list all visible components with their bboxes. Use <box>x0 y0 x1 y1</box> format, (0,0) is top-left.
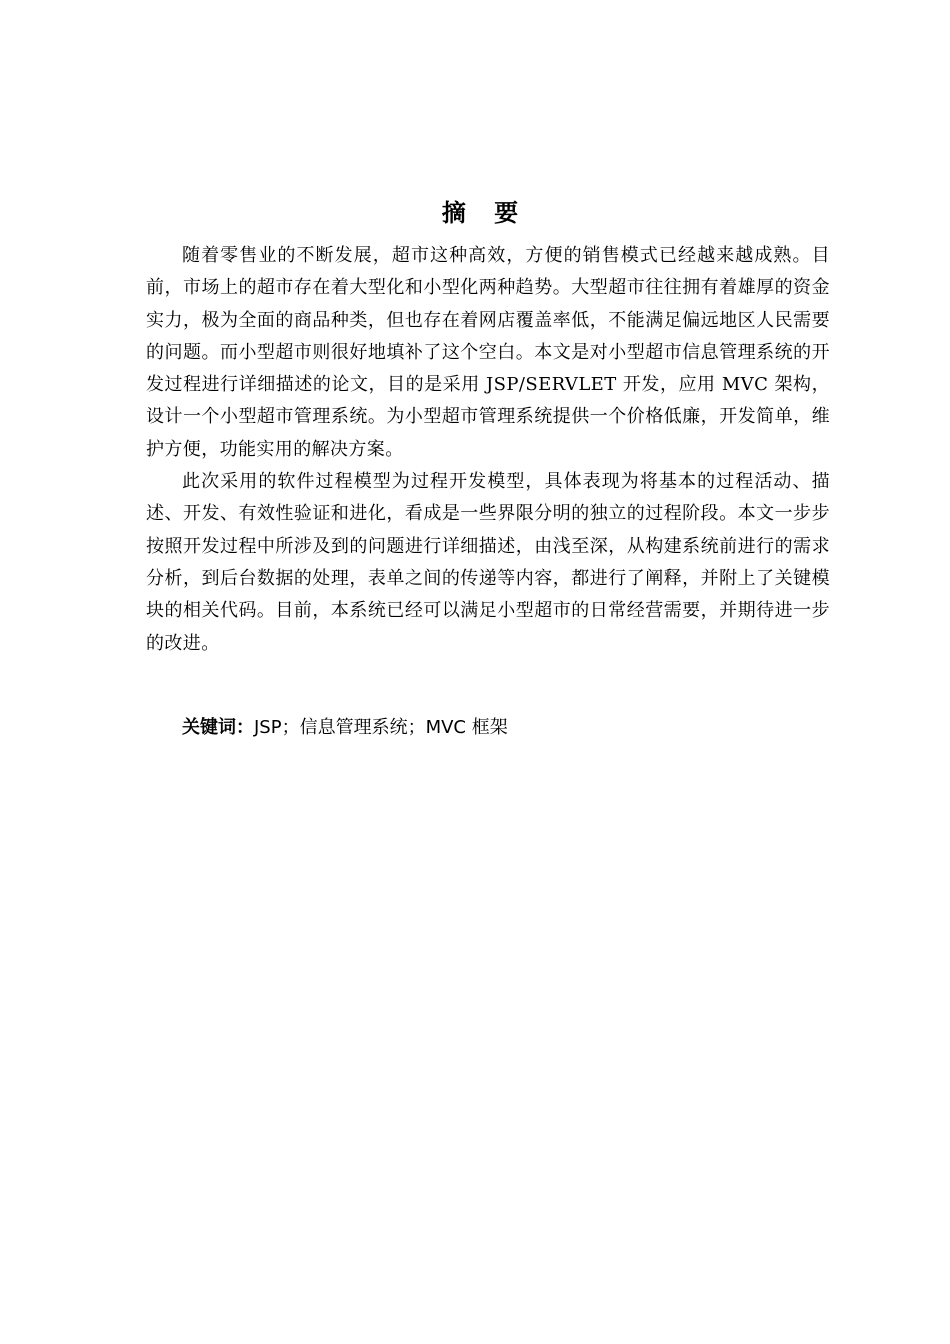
keywords-value: JSP；信息管理系统；MVC 框架 <box>254 717 508 738</box>
keywords-label: 关键词： <box>182 717 254 738</box>
abstract-title: 摘 要 <box>441 199 529 227</box>
keywords-line <box>182 714 782 742</box>
abstract-paragraph-1: 随着零售业的不断发展，超市这种高效，方便的销售模式已经越来越成熟。目前，市场上的超市存在着大型化和小型化两种趋势。大型超市往往拥有着雄厚的资金实力，极为全面的商品种类，但也存在着网店覆盖率低，不能满足偏远地区人民需要的问题。而小型超市则很好地填补了这个空白。本文是对小型超市信息管理系统的开发过程进行详细描述的论文，目的是采用 JSP/SERVLET 开发，应用 MVC 架构，设计一个小型超市管理系统。为小型超市管理系统提供一个价格低廉，开发简单，维护方便，功能实用的解决方案。 <box>146 245 830 460</box>
abstract-paragraph-2: 此次采用的软件过程模型为过程开发模型，具体表现为将基本的过程活动、描述、开发、有效性验证和进化，看成是一些界限分明的独立的过程阶段。本文一步步按照开发过程中所涉及到的问题进行详细描述，由浅至深，从构建系统前进行的需求分析，到后台数据的处理，表单之间的传递等内容，都进行了阐释，并附上了关键模块的相关代码。目前，本系统已经可以满足小型超市的日常经营需要，并期待进一步的改进。 <box>146 471 830 654</box>
abstract-body <box>146 240 830 660</box>
